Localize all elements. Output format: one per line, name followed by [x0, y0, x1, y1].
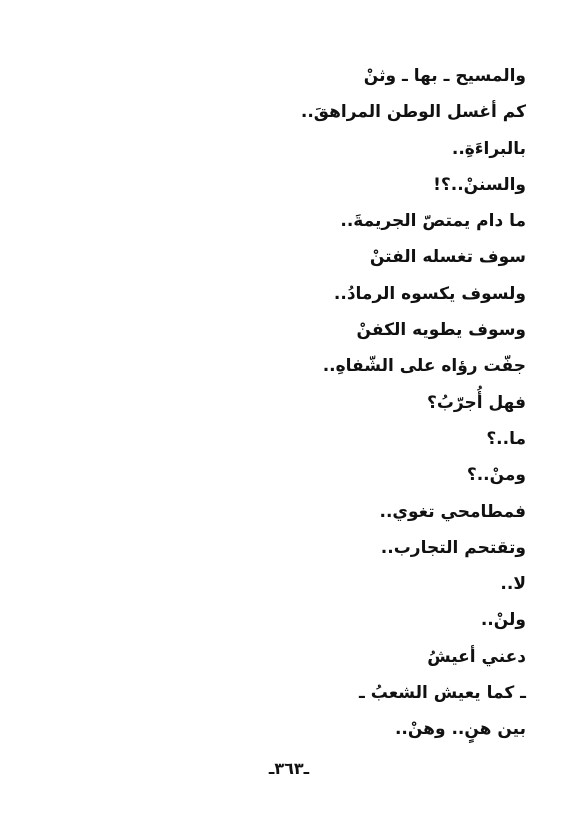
poem-line: جفّت رؤاه على الشّفاهِ.. [322, 356, 526, 377]
poem-text [86, 58, 526, 748]
poem-line: وتقتحم التجارب.. [380, 537, 526, 558]
poem-line: فمطامحي تغوي.. [379, 501, 526, 522]
poem-line: ولنْ.. [480, 610, 526, 631]
page-number: ـ٣٦٣ـ [268, 759, 310, 778]
poem-line: ومنْ..؟ [466, 465, 526, 486]
poem-line: بين هنٍ.. وهنْ.. [394, 719, 526, 740]
poem-line: ـ كما يعيش الشعبُ ـ [358, 683, 526, 704]
poem-line: فهل أُجرّبُ؟ [426, 392, 526, 413]
poem-line: سوف تغسله الفتنْ [369, 247, 526, 268]
poem-line: بالبراءَةِ.. [451, 138, 526, 159]
poem-line: والسننْ..؟! [433, 174, 526, 195]
poem-line: دعني أعيشُ [427, 646, 526, 667]
poem-line: كم أغسل الوطن المراهقَ.. [300, 102, 526, 123]
poem-line: لا.. [500, 574, 526, 595]
poem-line: والمسيح ـ بها ـ وثنْ [363, 66, 526, 86]
poem-line: وسوف يطويه الكفنْ [356, 320, 526, 341]
poem-line: ولسوف يكسوه الرمادُ.. [333, 283, 526, 304]
poem-line: ما..؟ [486, 428, 526, 449]
poem-line: ما دام يمتصّ الجريمةَ.. [340, 211, 526, 232]
